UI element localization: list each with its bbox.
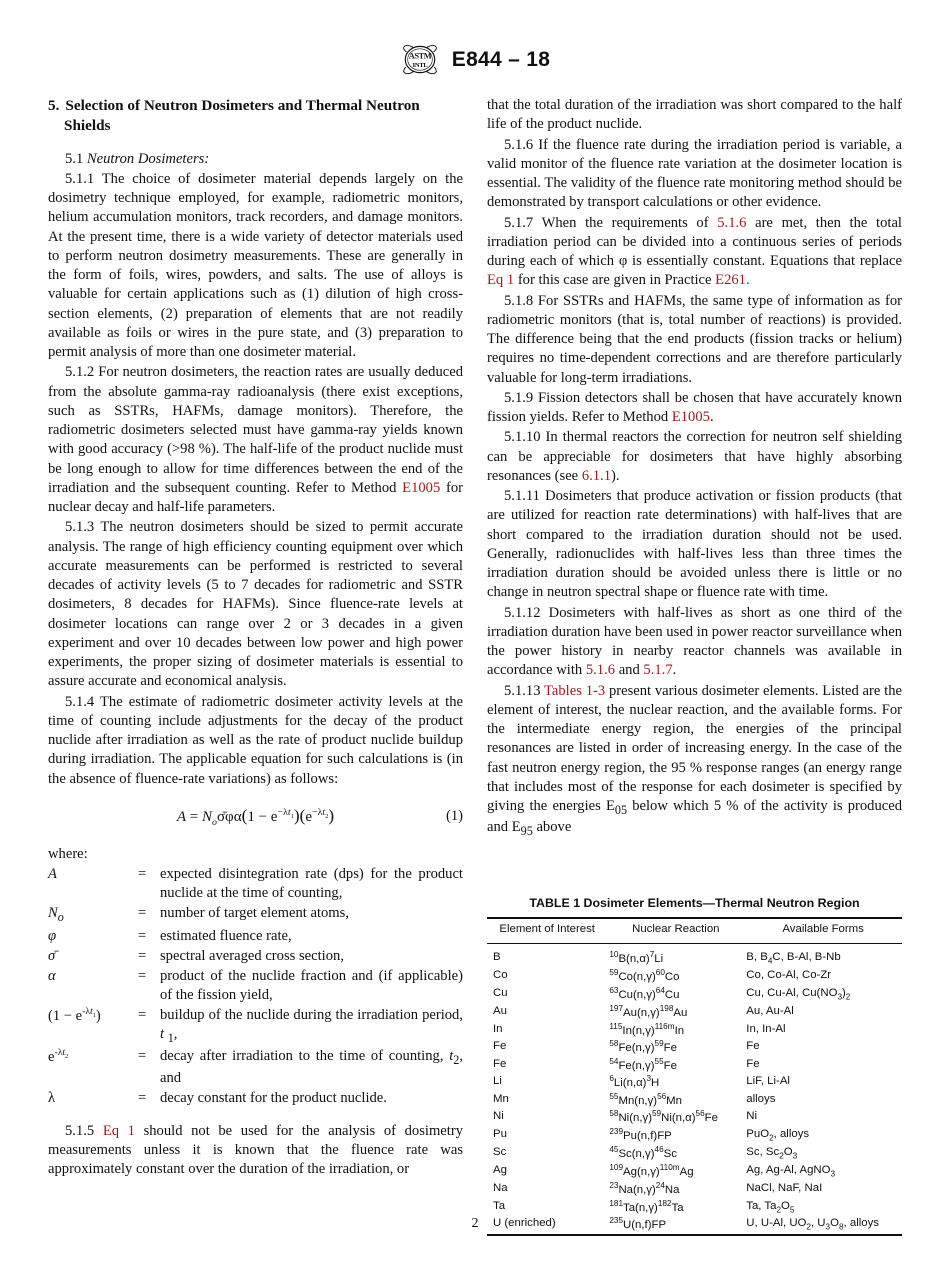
cell-nuclear-reaction: $^{10}B(n,\alpha)^7Li$	[609, 950, 664, 966]
astm-logo	[400, 44, 440, 75]
table-row	[487, 1074, 902, 1092]
cell-nuclear-reaction: $^{235}$U(n,f)FP	[607, 1216, 744, 1235]
definition-description: number of target element atoms,	[160, 904, 349, 921]
table-row	[487, 1126, 902, 1144]
definition-symbol: A	[48, 866, 57, 882]
cell-nuclear-reaction: $^{197}Au(n,\gamma)^{198}Au$	[609, 1003, 688, 1019]
cell-element-of-interest: Au	[493, 1004, 507, 1017]
paragraph-5-1-12-text-c: .	[672, 662, 677, 679]
subsection-number: 5.1	[65, 150, 84, 167]
cell-available-forms: In, In-Al	[746, 1022, 786, 1035]
equation-1-expression: $A = N_o\sigmā\varphi\alpha(1 - e^{-\lambda t_1})(e^{-\lambda t_2})$	[176, 805, 335, 828]
definition-symbol: φ	[48, 927, 57, 944]
table-row	[487, 1162, 902, 1180]
cell-element-of-interest: Sc	[493, 1146, 507, 1158]
paragraph-5-1-2-text-b: for nuclear decay and half-life parameters.	[48, 479, 463, 515]
paragraph-5-1-5-continued: that the total duration of the irradiation was short compared to the half life of the product nuclide.	[487, 97, 902, 133]
table-1-head	[487, 918, 902, 943]
definition-equals: =	[138, 1006, 147, 1023]
reference-link-e261[interactable]: E261	[715, 272, 746, 289]
table-1-caption: TABLE 1 Dosimeter Elements—Thermal Neutron Region	[529, 896, 860, 910]
paragraph-5-1-9	[487, 389, 902, 428]
definition-list	[48, 865, 463, 1109]
cell-nuclear-reaction: $^{23}Na(n,\gamma)^{24}Na$	[609, 1180, 680, 1196]
page-header	[0, 44, 950, 75]
table-row	[487, 1198, 902, 1216]
left-column	[48, 96, 463, 1181]
definition-row	[48, 865, 463, 904]
paragraph-5-1-7-text-d: .	[745, 272, 750, 289]
paragraph-5-1-9-text-a: 5.1.9 Fission detectors shall be chosen that have accurately known fission yields. Refer to Method	[487, 389, 902, 425]
table-row	[487, 968, 902, 986]
cell-available-forms: Cu, Cu-Al, $Cu(NO_3)_2$	[746, 987, 851, 1002]
table-row	[487, 950, 902, 968]
cell-element-of-interest: Li	[493, 1075, 502, 1088]
paragraph-5-1-2	[48, 363, 463, 517]
cell-element-of-interest: Pu	[493, 1128, 507, 1141]
equation-1	[48, 805, 463, 831]
table-1-body	[487, 943, 902, 1235]
definition-row	[48, 1089, 463, 1109]
cell-element-of-interest: Mn	[493, 1092, 509, 1105]
definition-equals: =	[138, 927, 147, 944]
paragraph-5-1-5	[48, 1122, 463, 1180]
table-header-row	[487, 918, 902, 943]
cell-nuclear-reaction: $^{55}Mn(n,\gamma)^{56}Mn$	[609, 1091, 682, 1107]
table-1-container	[487, 896, 902, 1236]
definition-symbol: λ	[48, 1089, 56, 1106]
paragraph-5-1-9-text-b: .	[709, 409, 714, 425]
paragraph-5-1-7-text-b: are met, then the total irradiation period can be divided into a continuous series of periods during each of which φ is essentially constant. Equations that replace	[487, 214, 902, 269]
cell-available-forms: Co, Co-Al, Co-Zr	[746, 969, 832, 982]
cell-nuclear-reaction: $^{115}In(n,\gamma)^{116m}In$	[609, 1021, 685, 1037]
table-row	[487, 1144, 902, 1162]
paragraph-5-1-7-text-a: 5.1.7 When the requirements of	[504, 214, 718, 231]
paragraph-5-1-10-text-a: 5.1.10 In thermal reactors the correction for neutron self shielding can be appreciable for dosimeters that have highly absorbing resonances (see	[487, 429, 902, 484]
paragraph-5-1-12	[487, 604, 902, 681]
cell-available-forms: PuO$_2$, alloys	[746, 1128, 810, 1143]
definition-description: buildup of the nuclide during the irradiation period, t $_1$,	[160, 1006, 463, 1045]
column-header-element-of-interest: Element of Interest	[487, 918, 607, 943]
cell-element-of-interest: Cu	[493, 987, 508, 1000]
table-row-spacer	[487, 943, 902, 950]
section-title: Selection of Neutron Dosimeters and Thermal Neutron Shields	[64, 97, 420, 134]
cell-available-forms: NaCl, NaF, NaI	[746, 1181, 823, 1194]
paragraph-5-1-5-text-b: should not be used for the analysis of dosimetry measurements unless it is known that the fluence rate was approximately constant over the duration of the irradiation, or	[48, 1122, 463, 1178]
paragraph-5-1-13-text-a: 5.1.13	[504, 682, 545, 699]
definition-equals: =	[138, 1048, 147, 1065]
cell-element-of-interest: Ag	[493, 1163, 507, 1176]
table-1	[487, 917, 902, 1236]
paragraph-5-1-4: 5.1.4 The estimate of radiometric dosimeter activity levels at the time of counting include adjustments for the decay of the product nuclide after irradiation as well as the rate of product nuclide buildup during irradiation. The applicable equation for such calculations is (in the absence of fluence-rate variations) as follows:	[48, 693, 463, 787]
definition-equals: =	[138, 1089, 147, 1106]
definition-row	[48, 927, 463, 947]
column-header-nuclear-reaction: Nuclear Reaction	[607, 918, 744, 943]
definition-description: estimated fluence rate,	[160, 927, 292, 944]
cell-nuclear-reaction: $^{181}Ta(n,\gamma)^{182}Ta$	[609, 1198, 684, 1214]
cell-available-forms: Fe	[746, 1040, 760, 1053]
definition-symbol: σ̄	[48, 947, 56, 964]
paragraph-5-1-13-text-b: present various dosimeter elements. Listed are the element of interest, the nuclear reaction, and the available forms. For the intermediate energy region, the energies of the principal resonances are listed in order of increasing energy. In the case of the fast neutron energy region, the 95 % response ranges (an energy range that includes most of the response for each dosimeter is specified by giving the energies $E_{05}$ below which 5 % of the activity is produced and $E_{95}$ above	[487, 682, 903, 838]
paragraph-5-1-6: 5.1.6 If the fluence rate during the irradiation period is variable, a valid monitor of the fluence rate variation at the dosimeter location is essential. The validity of the fluence rate monitoring method should be demonstrated by transport calculations or other evidence.	[487, 136, 902, 211]
where-label: where:	[48, 845, 88, 862]
definition-description: expected disintegration rate (dps) for the product nuclide at the time of counting,	[160, 866, 463, 901]
definition-symbol: α	[48, 967, 56, 984]
cell-nuclear-reaction: $^{45}Sc(n,\gamma)^{46}Sc$	[609, 1145, 677, 1160]
paragraph-5-1-7-text-c: for this case are given in Practice	[514, 272, 716, 289]
paragraph-5-1-10-text-b: ).	[611, 467, 620, 484]
svg-text:INTL: INTL	[412, 62, 428, 70]
subsection-title: Neutron Dosimeters:	[86, 150, 210, 167]
definition-symbol: $e^{-\lambda t_2}$	[48, 1047, 69, 1066]
table-row	[487, 1109, 902, 1127]
cell-nuclear-reaction: $^{54}Fe(n,\gamma)^{55}Fe$	[609, 1056, 677, 1072]
definition-equals: =	[138, 904, 147, 921]
cell-nuclear-reaction: $^{239}$Pu(n,f)FP	[609, 1127, 672, 1142]
section-number: 5.	[48, 97, 60, 114]
paragraph-5-1-12-text-a: 5.1.12 Dosimeters with half-lives as short as one third of the irradiation duration have been used in power reactor surveillance when the power history in nearby reactor channels was available in accordance with	[487, 604, 902, 679]
cell-element-of-interest: U (enriched)	[487, 1216, 607, 1235]
table-row	[487, 985, 902, 1003]
reference-link-5-1-6[interactable]: 5.1.6	[585, 662, 616, 679]
definition-description: spectral averaged cross section,	[160, 947, 344, 964]
table-row	[487, 1039, 902, 1057]
paragraph-5-1-5-text-a: 5.1.5	[65, 1122, 103, 1139]
page-number: 2	[471, 1216, 479, 1231]
cell-element-of-interest: B	[493, 951, 501, 964]
reference-link-eq-1[interactable]: Eq 1	[487, 272, 515, 289]
cell-element-of-interest: Ni	[493, 1110, 504, 1123]
table-row	[487, 1021, 902, 1039]
cell-nuclear-reaction: $^{58}Ni(n,\gamma)^{59}Ni(n,\alpha)^{56}Fe$	[609, 1109, 718, 1125]
definition-equals: =	[138, 967, 147, 984]
paragraph-5-1-12-text-b: and	[615, 662, 644, 679]
definition-row	[48, 1006, 463, 1048]
cell-available-forms: Ag, Ag-Al, AgNO$_3$	[746, 1163, 836, 1179]
paragraph-5-1-3: 5.1.3 The neutron dosimeters should be sized to permit accurate analysis. The range of high efficiency counting equipment over which accurate measurements can be performed is restricted to several decades of activity levels (5 to 7 decades for radiometric and SSTR dosimeters, 8 decades for HAFMs). Since fluence-rate levels at dosimeter locations can range over 2 or 3 decades in a given experiment and over 10 decades between low power and high power experiments, the proper sizing of dosimeter materials is essential to assure accurate and economical analysis.	[48, 519, 463, 690]
paragraph-5-1-11: 5.1.11 Dosimeters that produce activation or fission products (that are utilized for reaction rate determinations) with half-lives that are short compared to the irradiation duration should not be used. Generally, radionuclides with half-lives less than three times the irradiation duration should be avoided unless there is little or no change in neutron spectral shape or fluence rate with time.	[487, 488, 902, 601]
definition-description: decay constant for the product nuclide.	[160, 1089, 387, 1106]
definition-row	[48, 967, 463, 1006]
cell-element-of-interest: Ta	[493, 1199, 506, 1212]
cell-element-of-interest: Co	[493, 969, 508, 982]
cell-element-of-interest: In	[493, 1022, 503, 1035]
svg-text:ASTM: ASTM	[408, 51, 432, 61]
right-column	[487, 96, 902, 840]
paragraph-5-1-8: 5.1.8 For SSTRs and HAFMs, the same type of information as for radiometric monitors (that is, total number of reactions) is provided. The difference being that the end products (fission tracks or helium) requires no time-dependent corrections and are therefore particularly valuable for long-term irradiations.	[487, 292, 902, 386]
reference-link-5-1-6[interactable]: 5.1.6	[717, 214, 747, 231]
cell-available-forms: Sc, $Sc_2O_3$	[746, 1146, 798, 1161]
cell-available-forms: alloys	[746, 1092, 776, 1105]
cell-nuclear-reaction: $^{58}Fe(n,\gamma)^{59}Fe$	[609, 1039, 677, 1054]
standard-designation: E844 – 18	[451, 47, 551, 71]
cell-nuclear-reaction: $^{109}Ag(n,\gamma)^{110m}Ag$	[609, 1162, 694, 1178]
reference-link-5-1-7[interactable]: 5.1.7	[643, 662, 673, 679]
definition-symbol: $N_o$	[48, 904, 64, 924]
paragraph-5-1-2-text-a: 5.1.2 For neutron dosimeters, the reaction rates are usually deduced from the absolute gamma-ray radioanalysis (there exist exceptions, such as SSTRs, HAFMs, damage monitors). Therefore, the radiometric dosimeters selected must have gamma-ray yields known with good accuracy (>98 %). The half-life of the product nuclide must be long enough to allow for time differences between the end of the irradiation and the subsequent counting. Refer to Method	[48, 364, 463, 496]
definition-description: decay after irradiation to the time of counting, $t_2$, and	[160, 1048, 463, 1086]
cell-available-forms: Au, Au-Al	[746, 1004, 794, 1017]
paragraph-5-1-7	[487, 214, 902, 291]
equation-1-number: (1)	[445, 807, 463, 824]
section-heading	[48, 96, 463, 136]
reference-link-tables-1-3[interactable]: Tables 1-3	[544, 682, 606, 699]
cell-nuclear-reaction: $^6Li(n,\alpha)^3H$	[609, 1074, 660, 1090]
cell-nuclear-reaction: $^{63}Cu(n,\gamma)^{64}Cu$	[609, 986, 680, 1001]
definition-row	[48, 947, 463, 967]
cell-nuclear-reaction: $^{59}Co(n,\gamma)^{60}Co$	[609, 968, 680, 984]
paragraph-5-1-1: 5.1.1 The choice of dosimeter material depends largely on the dosimetry technique employed, for example, radiometric monitors, helium accumulation monitors, track recorders, and damage monitors. At the present time, there is a wide variety of detector materials used to perform neutron dosimetry measurements. These are generally in the form of foils, wires, powders, and salts. The use of alloys is valuable for certain applications such as (1) dilution of high cross-section elements, (2) preparation of elements that are not readily available as foils or wires in the pure state, and (3) preparation to permit analysis of more than one dosimeter material.	[48, 170, 463, 360]
definition-equals: =	[138, 947, 147, 964]
cell-available-forms: B, $B_4C$, B-Al, B-Nb	[746, 951, 841, 966]
cell-available-forms: U, U-Al, $UO_2$, $U_3O_8$, alloys	[744, 1216, 902, 1235]
cell-available-forms: LiF, Li-Al	[746, 1075, 790, 1088]
cell-element-of-interest: Fe	[493, 1057, 507, 1070]
column-header-available-forms: Available Forms	[744, 918, 902, 943]
cell-available-forms: Ni	[746, 1110, 758, 1123]
table-row	[487, 1180, 902, 1198]
subsection-heading-5-1	[48, 150, 463, 169]
cell-available-forms: Ta, $Ta_2O_5$	[746, 1199, 795, 1214]
cell-element-of-interest: Na	[493, 1181, 508, 1194]
paragraph-5-1-13	[487, 682, 902, 839]
cell-element-of-interest: Fe	[493, 1040, 507, 1053]
table-row	[487, 1003, 902, 1021]
definition-row	[48, 904, 463, 927]
reference-link-e1005[interactable]: E1005	[402, 479, 441, 496]
definition-description: product of the nuclide fraction and (if applicable) of the fission yield,	[160, 967, 463, 1003]
reference-link-eq-1[interactable]: Eq 1	[102, 1122, 135, 1139]
table-row	[487, 1056, 902, 1074]
table-row	[487, 1091, 902, 1109]
definition-symbol: $(1 - e^{-\lambda t_1})$	[48, 1005, 101, 1024]
paragraph-5-1-10	[487, 428, 902, 486]
definition-row	[48, 1047, 463, 1089]
definition-equals: =	[138, 866, 147, 882]
cell-available-forms: Fe	[746, 1057, 760, 1070]
reference-link-e1005[interactable]: E1005	[671, 409, 710, 425]
reference-link-6-1-1[interactable]: 6.1.1	[581, 467, 611, 484]
